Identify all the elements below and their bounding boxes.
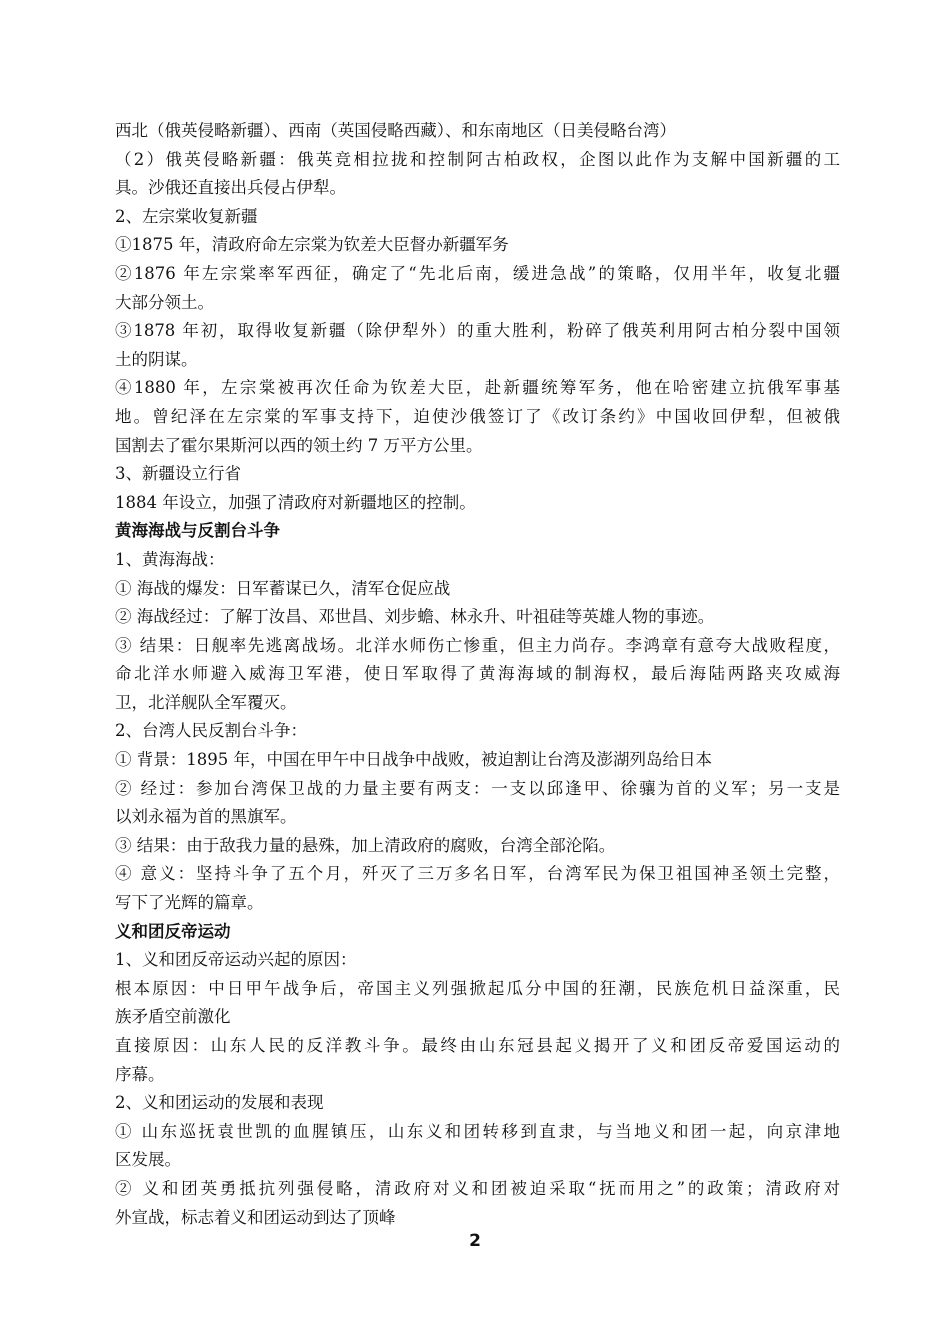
text-line: 以刘永福为首的黑旗军。 [115, 807, 297, 827]
text-line: 族矛盾空前激化 [115, 1007, 231, 1027]
page-body [115, 117, 840, 1232]
text-line: 根本原因：中日甲午战争后，帝国主义列强掀起瓜分中国的狂潮，民族危机日益深重，民 [115, 978, 840, 998]
text-line: 具。沙俄还直接出兵侵占伊犁。 [115, 178, 346, 198]
text-line: 土的阴谋。 [115, 349, 198, 369]
text-line: 2、义和团运动的发展和表现 [115, 1093, 324, 1113]
text-line: ③ 结果：由于敌我力量的悬殊，加上清政府的腐败，台湾全部沦陷。 [115, 835, 616, 855]
text-line: 3、新疆设立行省 [115, 464, 241, 484]
text-line: （2）俄英侵略新疆：俄英竞相拉拢和控制阿古柏政权，企图以此作为支解中国新疆的工 [115, 149, 840, 169]
text-line: 2、台湾人民反割台斗争： [115, 721, 307, 741]
text-line: ④1880 年，左宗棠被再次任命为钦差大臣，赴新疆统筹军务，他在哈密建立抗俄军事基 [115, 378, 840, 398]
text-line: 卫，北洋舰队全军覆灭。 [115, 692, 297, 712]
text-line: 1、义和团反帝运动兴起的原因： [115, 950, 357, 970]
text-line: 国割去了霍尔果斯河以西的领土约 7 万平方公里。 [115, 435, 483, 455]
text-line: ① 海战的爆发：日军蓄谋已久，清军仓促应战 [115, 578, 451, 598]
text-line: ①1875 年，清政府命左宗棠为钦差大臣督办新疆军务 [115, 235, 509, 255]
text-line: 序幕。 [115, 1064, 165, 1084]
text-line: ④ 意义：坚持斗争了五个月，歼灭了三万多名日军，台湾军民为保卫祖国神圣领土完整， [115, 864, 840, 884]
text-line: ① 背景：1895 年，中国在甲午中日战争中战败，被迫割让台湾及澎湖列岛给日本 [115, 750, 712, 770]
text-line: 直接原因：山东人民的反洋教斗争。最终由山东冠县起义揭开了义和团反帝爱国运动的 [115, 1036, 840, 1055]
text-line: 西北（俄英侵略新疆）、西南（英国侵略西藏）、和东南地区（日美侵略台湾） [115, 121, 676, 140]
text-line: ③ 结果：日舰率先逃离战场。北洋水师伤亡惨重，但主力尚存。李鸿章有意夸大战败程度， [115, 635, 840, 655]
text-line: ① 山东巡抚袁世凯的血腥镇压，山东义和团转移到直隶，与当地义和团一起，向京津地 [115, 1121, 840, 1141]
text-line: 1884 年设立，加强了清政府对新疆地区的控制。 [115, 492, 476, 512]
text-line: ② 经过：参加台湾保卫战的力量主要有两支：一支以邱逢甲、徐骧为首的义军；另一支是 [115, 778, 840, 798]
section-heading: 义和团反帝运动 [115, 921, 231, 941]
text-line: 1、黄海海战： [115, 549, 225, 569]
text-line: 2、左宗棠收复新疆 [115, 206, 258, 226]
text-line: ②1876 年左宗棠率军西征，确定了“先北后南，缓进急战”的策略，仅用半年，收复北疆 [115, 263, 840, 283]
text-line: 区发展。 [115, 1150, 181, 1170]
page-number: 2 [469, 1231, 481, 1251]
text-line: 外宣战，标志着义和团运动到达了顶峰 [115, 1207, 396, 1227]
text-line: 写下了光辉的篇章。 [115, 893, 264, 913]
section-heading: 黄海海战与反割台斗争 [115, 521, 280, 541]
text-line: ③1878 年初，取得收复新疆（除伊犁外）的重大胜利，粉碎了俄英利用阿古柏分裂中国领 [115, 321, 840, 341]
text-line: ② 海战经过：了解丁汝昌、邓世昌、刘步蟾、林永升、叶祖硅等英雄人物的事迹。 [115, 607, 715, 627]
text-line: 命北洋水师避入威海卫军港，使日军取得了黄海海域的制海权，最后海陆两路夹攻威海 [115, 664, 840, 684]
text-line: 地。曾纪泽在左宗棠的军事支持下，迫使沙俄签订了《改订条约》中国收回伊犁，但被俄 [115, 406, 840, 426]
text-line: 大部分领土。 [115, 292, 214, 312]
text-line: ② 义和团英勇抵抗列强侵略，清政府对义和团被迫采取“抚而用之”的政策；清政府对 [115, 1178, 840, 1198]
